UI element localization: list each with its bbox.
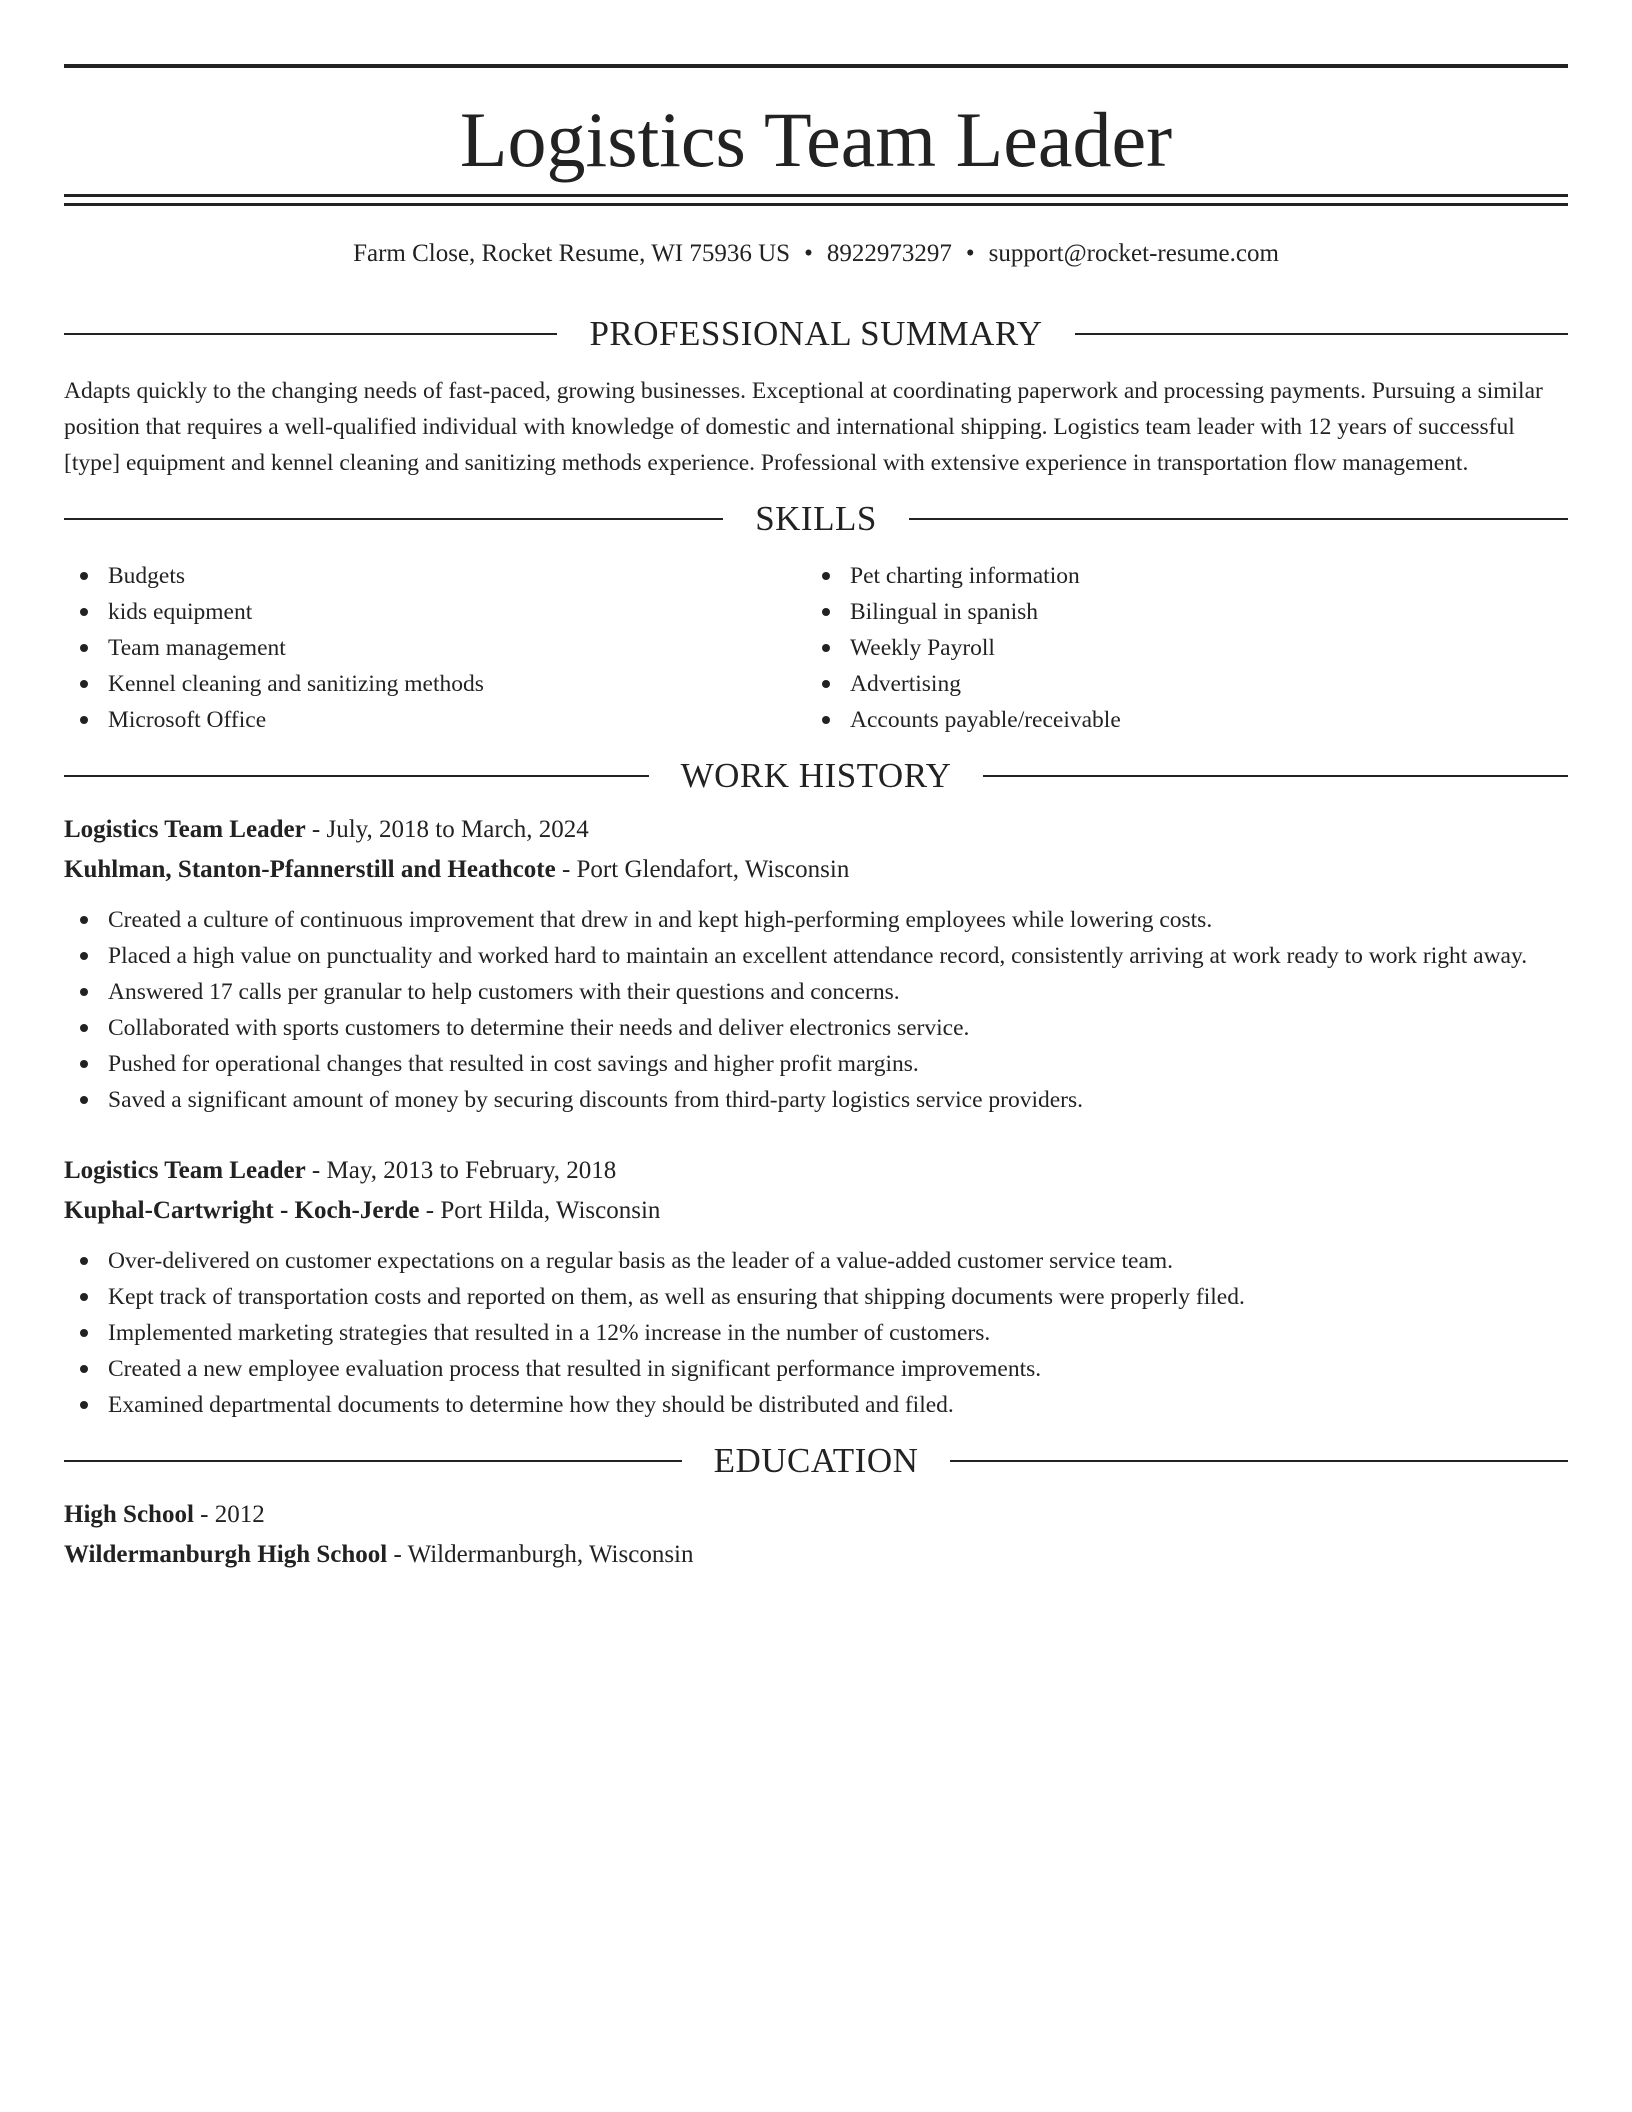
heading-rule [1075,333,1568,335]
heading-rule [64,333,557,335]
job-bullet-text: Examined departmental documents to determine how they should be distributed and filed. [108,1392,954,1418]
skill-label: Accounts payable/receivable [850,707,1121,733]
skill-item [64,666,806,702]
skill-item [64,702,806,738]
skill-item [806,594,1548,630]
bullet-icon [80,1329,88,1337]
bullet-icon [80,1365,88,1373]
contact-phone: 8922973297 [826,240,952,267]
heading-rule [64,775,649,777]
skills-heading-label: SKILLS [755,499,877,538]
job-title: Logistics Team Leader [64,816,306,843]
education-year: - 2012 [193,1501,265,1528]
bullet-icon [80,1060,88,1068]
heading-rule [950,1460,1568,1462]
job-bullet [64,1010,1568,1046]
education-heading [64,1441,1568,1481]
job-bullet [64,1082,1568,1118]
job-bullets [64,902,1568,1118]
job-company: Kuphal-Cartwright - Koch-Jerde [64,1197,420,1224]
bullet-icon [80,1257,88,1265]
skill-label: Pet charting information [850,563,1080,589]
education-school: Wildermanburgh High School [64,1541,388,1568]
contact-separator: • [965,240,975,267]
skill-item [806,630,1548,666]
job-bullet-text: Kept track of transportation costs and reported on them, as well as ensuring that shipping documents were properly filed. [108,1284,1245,1310]
bullet-icon [822,644,830,652]
top-rule [64,64,1568,68]
job-bullet [64,1046,1568,1082]
job-bullet-text: Implemented marketing strategies that resulted in a 12% increase in the number of customers. [108,1320,991,1346]
resume-title: Logistics Team Leader [459,96,1173,183]
bullet-icon [80,680,88,688]
job-bullet [64,974,1568,1010]
education-degree: High School [64,1501,194,1528]
bullet-icon [80,608,88,616]
bullet-icon [80,1096,88,1104]
skill-label: Budgets [108,563,186,589]
skills-list-right [806,558,1548,738]
skill-label: Kennel cleaning and sanitizing methods [108,671,484,697]
title-double-rule [64,194,1568,206]
job-bullet [64,1279,1568,1315]
job-dates: - May, 2013 to February, 2018 [305,1157,617,1184]
skill-label: Team management [108,635,286,661]
job-title: Logistics Team Leader [64,1157,306,1184]
education-school-line [64,1535,1568,1575]
skills-columns [64,558,1568,738]
job-bullet [64,1387,1568,1423]
skill-item [806,558,1548,594]
skill-label: Bilingual in spanish [850,599,1038,625]
skill-label: Weekly Payroll [850,635,995,661]
job-title-line [64,810,1568,850]
skills-heading [64,499,1568,539]
skills-list-left [64,558,806,738]
skill-item [806,702,1548,738]
job-bullet-text: Created a culture of continuous improvement that drew in and kept high-performing employees while lowering costs. [108,907,1213,933]
bullet-icon [80,952,88,960]
heading-rule [983,775,1568,777]
bullet-icon [80,572,88,580]
job-bullet-text: Saved a significant amount of money by securing discounts from third-party logistics service providers. [108,1087,1084,1113]
heading-rule [64,518,723,520]
job-entry [64,810,1568,1118]
bullet-icon [80,1024,88,1032]
job-bullet-text: Created a new employee evaluation process that resulted in significant performance improvements. [108,1356,1042,1382]
job-bullet-text: Placed a high value on punctuality and worked hard to maintain an excellent attendance record, consistently arriving at work ready to work right away. [108,943,1528,969]
education-heading-label: EDUCATION [713,1441,919,1480]
job-bullet [64,1315,1568,1351]
skill-item [806,666,1548,702]
skill-item [64,558,806,594]
job-company-line [64,850,1568,890]
job-bullet-text: Collaborated with sports customers to determine their needs and deliver electronics service. [108,1015,970,1041]
job-dates: - July, 2018 to March, 2024 [305,816,589,843]
skill-label: Advertising [850,671,961,697]
job-location: - Port Glendafort, Wisconsin [555,856,850,883]
job-bullet-text: Over-delivered on customer expectations on a regular basis as the leader of a value-added customer service team. [108,1248,1174,1274]
resume-page [64,64,1568,1575]
contact-line [64,238,1568,270]
skill-item [64,594,806,630]
education-degree-line [64,1495,1568,1535]
skill-label: kids equipment [108,599,253,625]
bullet-icon [80,916,88,924]
bullet-icon [80,644,88,652]
job-bullets [64,1243,1568,1423]
job-title-line [64,1151,1568,1191]
job-bullet [64,938,1568,974]
job-bullet-text: Answered 17 calls per granular to help customers with their questions and concerns. [108,979,900,1005]
bullet-icon [822,680,830,688]
heading-rule [64,1460,682,1462]
skill-item [64,630,806,666]
education-location: - Wildermanburgh, Wisconsin [387,1541,694,1568]
education-entry [64,1495,1568,1575]
contact-separator: • [804,240,813,267]
work-heading [64,756,1568,796]
bullet-icon [822,572,830,580]
skill-label: Microsoft Office [108,707,267,733]
bullet-icon [80,988,88,996]
summary-text: Adapts quickly to the changing needs of fast-paced, growing businesses. Exceptional at coordinating paperwork and processing payments. Pursuing a similar position that requires a well-qualified individual with knowledge of domestic and international shipping. Logistics team leader with 12 years of successful [type] equipment and kennel cleaning and sanitizing methods experience. Professional with extensive experience in transportation flow management. [64,378,1543,476]
contact-address: Farm Close, Rocket Resume, WI 75936 US [353,240,791,267]
job-bullet [64,1243,1568,1279]
summary-heading [64,314,1568,354]
bullet-icon [80,1401,88,1409]
job-entry [64,1151,1568,1423]
bullet-icon [80,1293,88,1301]
job-bullet [64,1351,1568,1387]
job-bullet [64,902,1568,938]
work-heading-label: WORK HISTORY [680,756,952,795]
heading-rule [909,518,1568,520]
bullet-icon [822,716,830,724]
job-company-line [64,1191,1568,1231]
summary-heading-label: PROFESSIONAL SUMMARY [589,314,1043,353]
bullet-icon [80,716,88,724]
job-company: Kuhlman, Stanton-Pfannerstill and Heathcote [64,856,556,883]
contact-email: support@rocket-resume.com [988,240,1279,267]
job-location: - Port Hilda, Wisconsin [419,1197,661,1224]
job-bullet-text: Pushed for operational changes that resulted in cost savings and higher profit margins. [108,1051,919,1077]
bullet-icon [822,608,830,616]
